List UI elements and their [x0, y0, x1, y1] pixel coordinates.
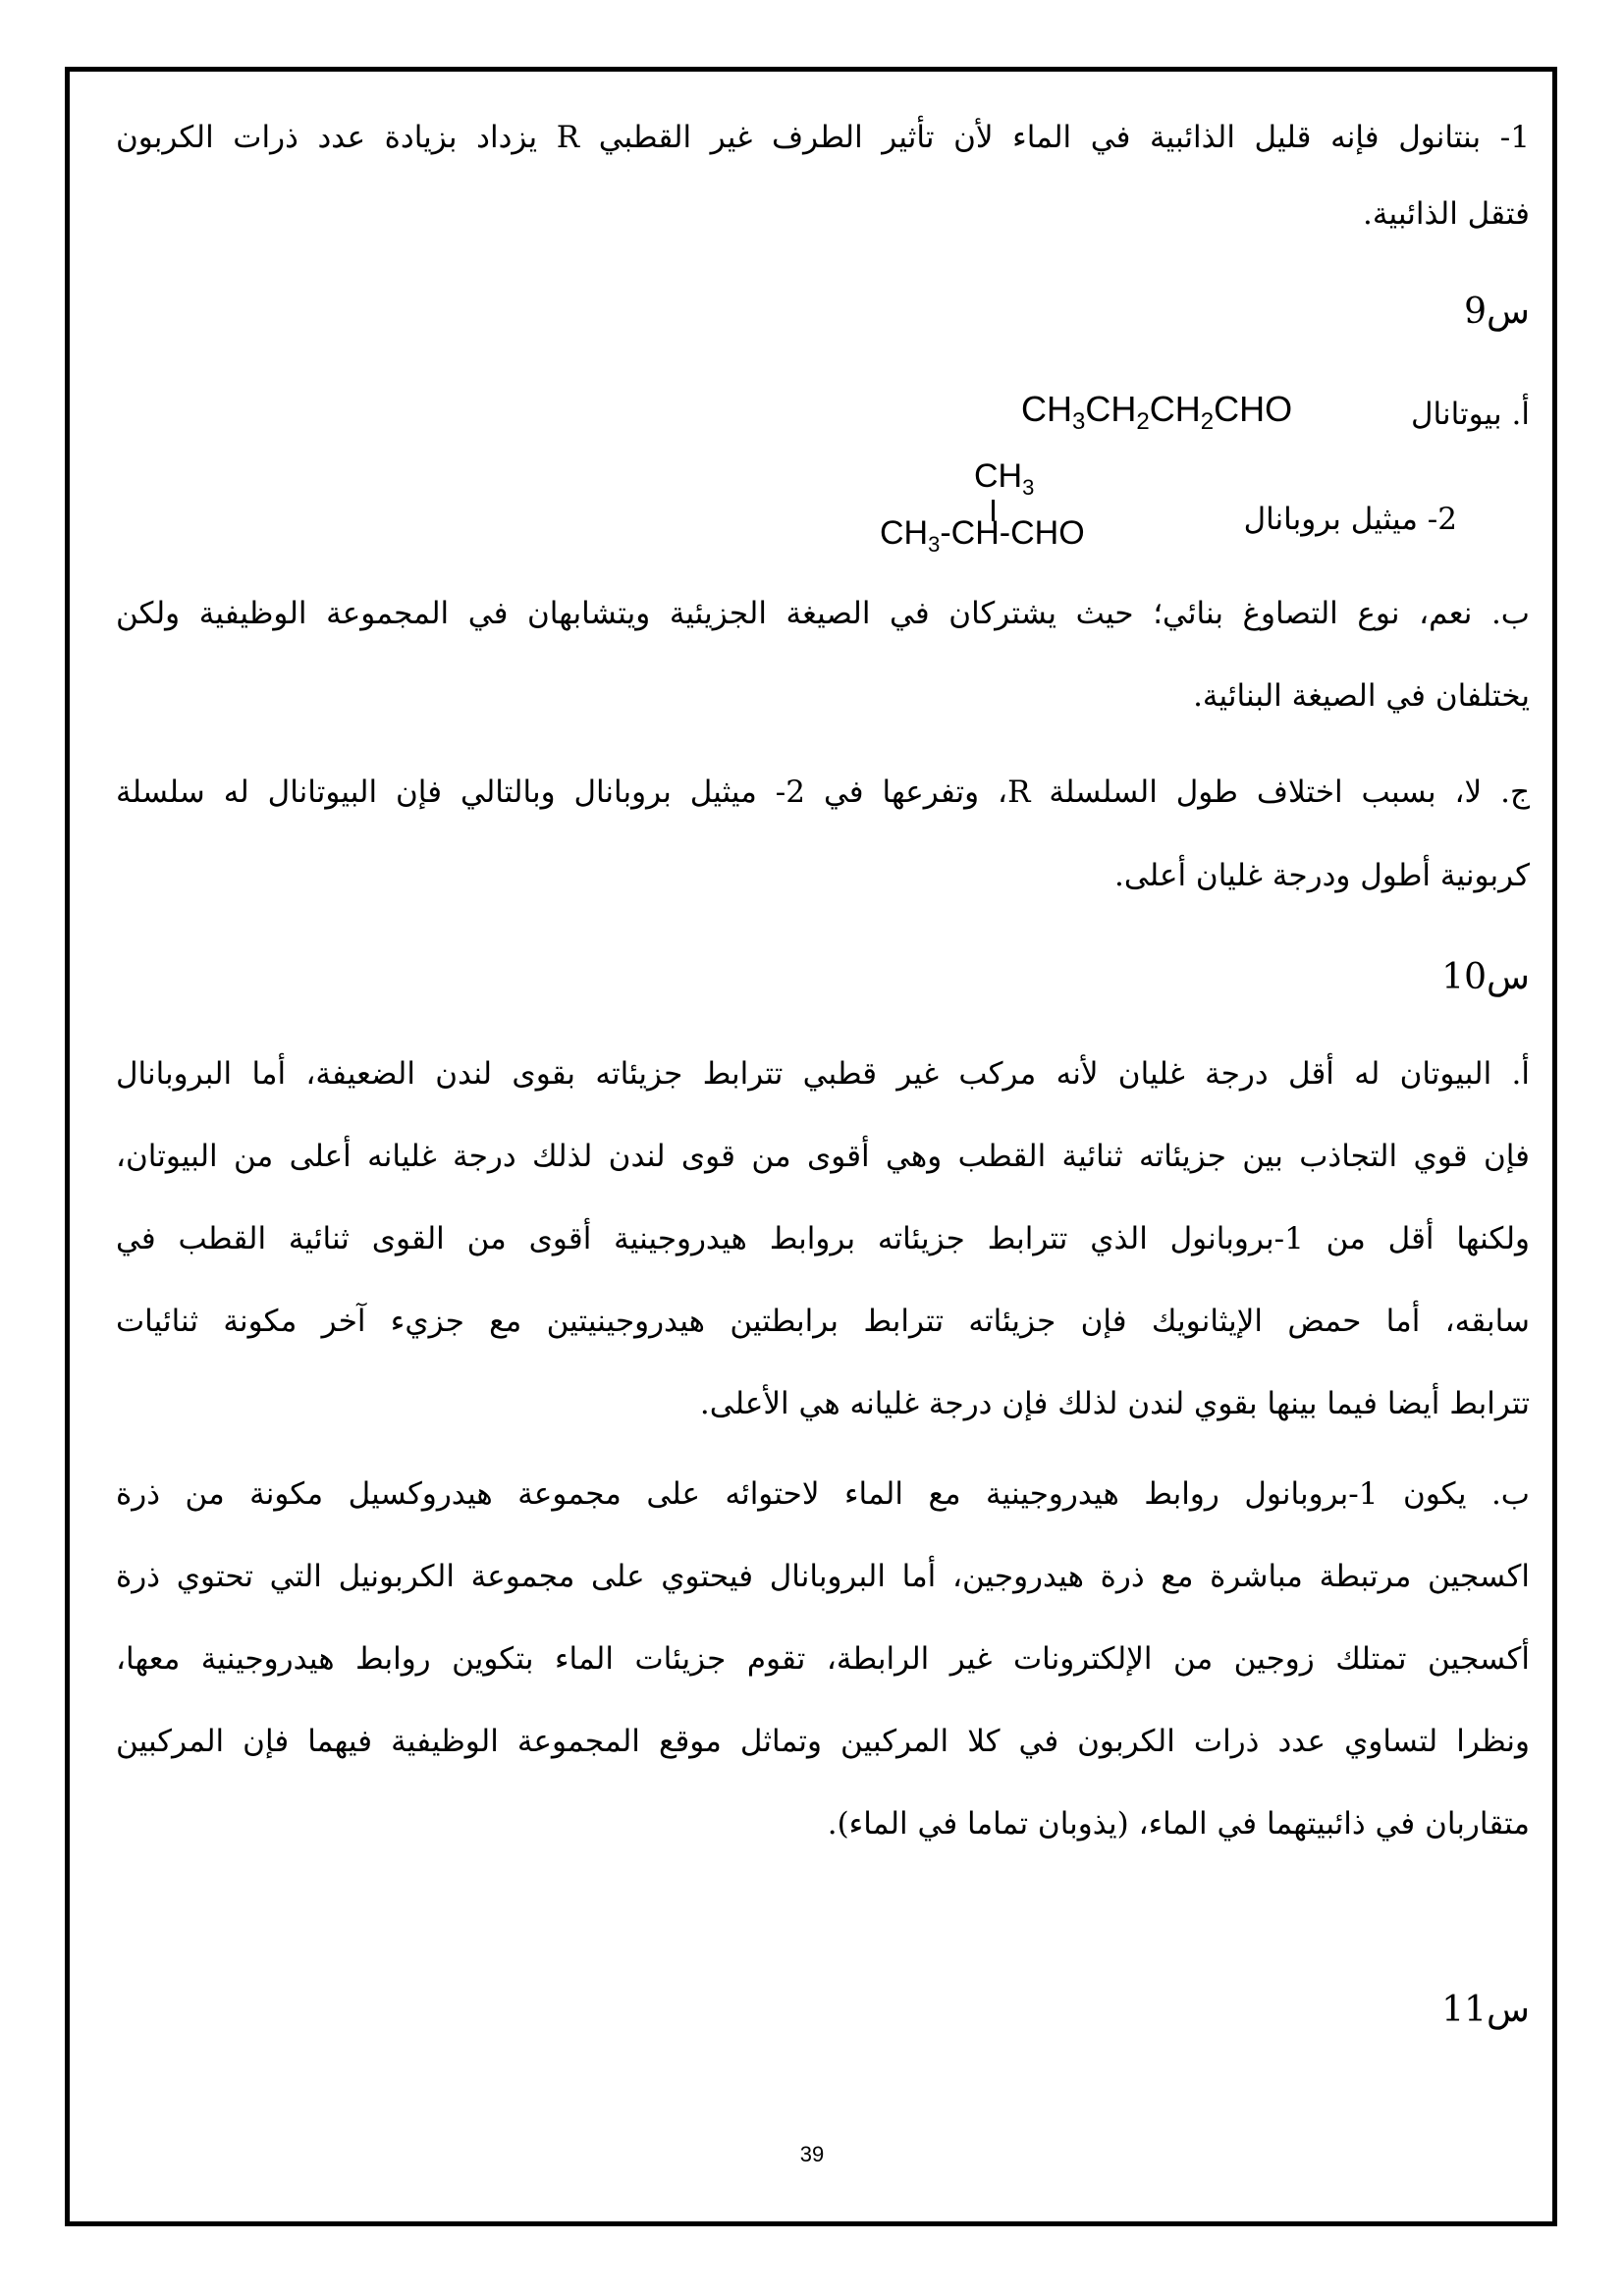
question-11-heading: س11 — [1441, 1990, 1530, 2030]
item-a-butanal: أ. بيوتانال — [1411, 397, 1530, 432]
answer-10a-line-1: أ. البيوتان له أقل درجة غليان لأنه مركب غير قطبي تترابط جزيئاته بقوى لندن الضعيفة، أما البروبانال — [116, 1056, 1530, 1092]
answer-10b-line-1: ب. يكون 1-بروبانول روابط هيدروجينية مع الماء لاحتوائه على مجموعة هيدروكسيل مكونة من ذرة — [116, 1476, 1530, 1512]
formula-main-chain: $CH_3-CH$-CHO — [880, 514, 1085, 557]
question-10-heading: س10 — [1441, 957, 1530, 997]
answer-line-2: فتقل الذائبية. — [1363, 196, 1530, 232]
formula-butanal: $CH_3CH_2CH_2CHO$ — [1021, 389, 1293, 435]
answer-c-line-2: كربونية أطول ودرجة غليان أعلى. — [1114, 858, 1530, 893]
answer-b-line-2: يختلفان في الصيغة البنائية. — [1193, 678, 1530, 714]
page-number: 39 — [799, 2142, 825, 2166]
question-9-heading: س9 — [1464, 292, 1530, 332]
answer-10b-line-5: متقاربان في ذائبيتهما في الماء، (يذوبان تماما في الماء). — [827, 1806, 1530, 1842]
answer-10a-line-5: تترابط أيضا فيما بينها بقوي لندن لذلك فإن درجة غليانه هي الأعلى. — [699, 1386, 1530, 1421]
answer-b-line-1: ب. نعم، نوع التصاوغ بنائي؛ حيث يشتركان في الصيغة الجزيئية ويتشابهان في المجموعة الوظيفية ولكن — [116, 596, 1530, 631]
formula-methylpropanal — [876, 457, 1151, 565]
answer-c-line-1: ج. لا، بسبب اختلاف طول السلسلة R، وتفرعها في 2- ميثيل بروبانال وبالتالي فإن البيوتانال له سلسلة — [116, 774, 1531, 810]
answer-line-1: 1- بنتانول فإنه قليل الذائبية في الماء لأن تأثير الطرف غير القطبي R يزداد بزيادة عدد ذرات الكربون — [116, 120, 1530, 155]
answer-10a-line-3: ولكنها أقل من 1-بروبانول الذي تترابط جزيئاته بروابط هيدروجينية أقوى من القوى ثنائية القطب في — [116, 1221, 1530, 1256]
formula-branch-methyl: $CH_3$ — [974, 457, 1035, 500]
answer-10b-line-4: ونظرا لتساوي عدد ذرات الكربون في كلا المركبين وتماثل موقع المجموعة الوظيفية فيهما فإن المركبين — [116, 1724, 1530, 1759]
answer-10a-line-4: سابقه، أما حمض الإيثانويك فإن جزيئاته تترابط برابطتين هيدروجينيتين مع جزيء آخر مكونة ثنائيات — [116, 1304, 1530, 1339]
item-2-methylpropanal: 2- ميثيل بروبانال — [1243, 502, 1457, 537]
answer-10b-line-2: اكسجين مرتبطة مباشرة مع ذرة هيدروجين، أما البروبانال فيحتوي على مجموعة الكربونيل التي تحتوي ذرة — [116, 1559, 1530, 1594]
answer-10b-line-3: أكسجين تمتلك زوجين من الإلكترونات غير الرابطة، تقوم جزيئات الماء بتكوين روابط هيدروجينية معها، — [116, 1641, 1530, 1677]
answer-10a-line-2: فإن قوي التجاذب بين جزيئاته ثنائية القطب وهي أقوى من قوى لندن لذلك درجة غليانه أعلى من البيوتان، — [116, 1139, 1530, 1174]
